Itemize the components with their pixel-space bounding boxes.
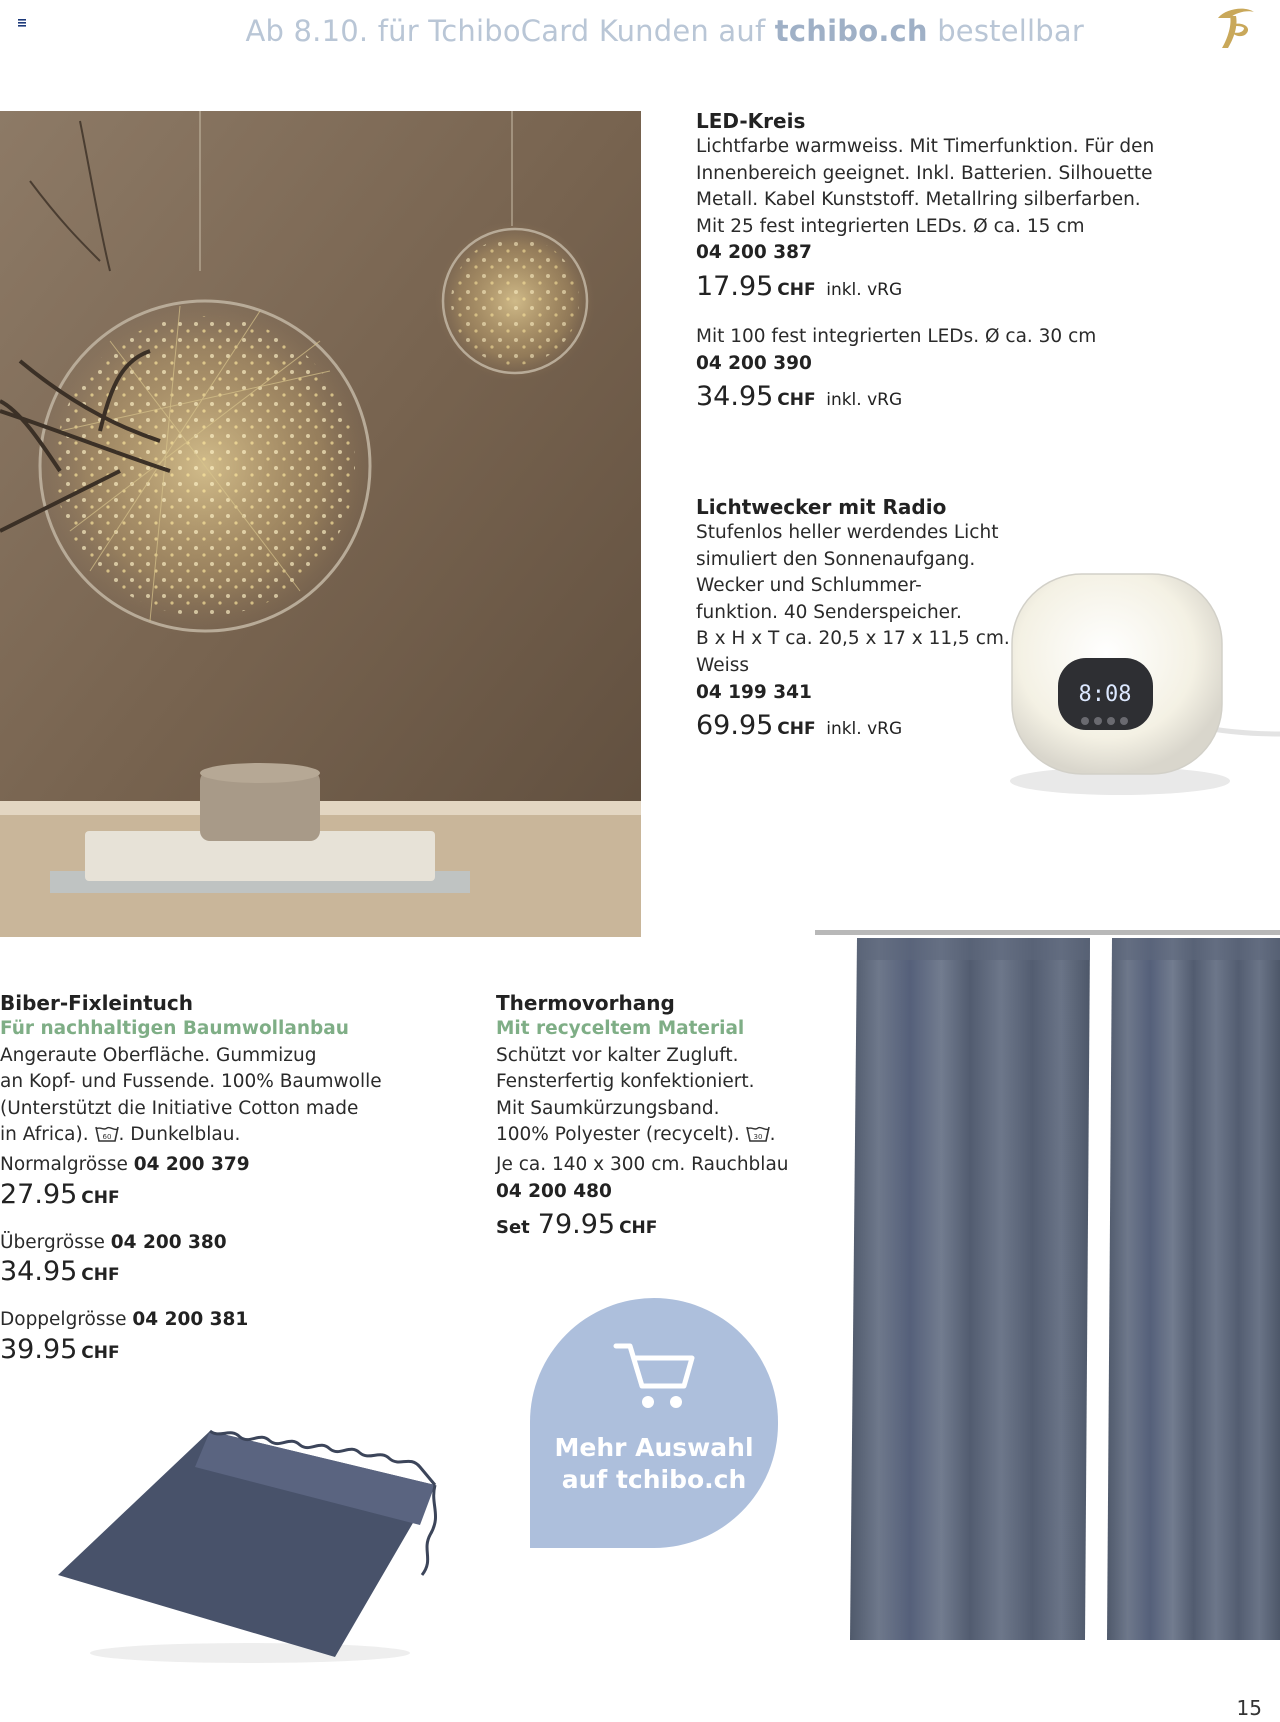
size-label: Doppelgrösse — [0, 1309, 127, 1331]
currency-label: CHF — [81, 1265, 120, 1286]
promo-line2: auf tchibo.ch — [561, 1465, 747, 1494]
tchibo-logo-icon[interactable] — [1208, 2, 1260, 54]
led-variant2-text: Mit 100 fest integrierten LEDs. Ø ca. 30 cm — [696, 325, 1097, 347]
curtain-title: Thermovorhang — [496, 991, 675, 1015]
banner-prefix: Ab 8.10. für TchiboCard Kunden auf — [245, 14, 775, 48]
wake-line: simuliert den Sonnenaufgang. — [696, 548, 976, 570]
currency-label: CHF — [81, 1342, 120, 1363]
clock-display — [1079, 682, 1132, 707]
wash-60-icon — [95, 1125, 119, 1152]
wake-article: 04 199 341 — [696, 681, 812, 703]
led-circle-section — [696, 108, 1196, 412]
curtain-line: Mit Saumkürzungsband. — [496, 1097, 720, 1119]
led-title: LED-Kreis — [696, 109, 806, 133]
curtain-subtitle: Mit recyceltem Material — [496, 1018, 745, 1039]
fitted-sheet-section — [0, 990, 420, 1365]
wake-line: Weiss — [696, 654, 750, 676]
led-circle-photo — [0, 111, 641, 937]
led-variant2-article: 04 200 390 — [696, 352, 812, 374]
sheet-line-wash — [0, 1122, 420, 1152]
sheet-size1 — [0, 1152, 420, 1179]
led-variant1-article: 04 200 387 — [696, 242, 812, 264]
size-article: 04 200 379 — [133, 1153, 250, 1175]
sheet-line: Angeraute Oberfläche. Gummizug — [0, 1044, 317, 1066]
sheet-price: 39.95 — [0, 1333, 78, 1365]
banner-domain[interactable]: tchibo.ch — [774, 14, 928, 48]
shopping-cart-icon — [612, 1340, 696, 1416]
banner-suffix: bestellbar — [927, 14, 1084, 48]
currency-label: CHF — [81, 1187, 120, 1208]
clock-time: 8:08 — [1078, 682, 1132, 707]
currency-label: CHF — [777, 390, 816, 411]
wake-price: 69.95 — [696, 710, 774, 742]
curtain-line4-post: . — [769, 1124, 776, 1146]
wake-price-row — [696, 710, 1026, 741]
sheet-line: (Unterstützt die Initiative Cotton made — [0, 1097, 359, 1119]
currency-label: CHF — [777, 719, 816, 740]
sheet-price: 27.95 — [0, 1178, 78, 1210]
curtain-line: Schützt vor kalter Zugluft. — [496, 1044, 739, 1066]
curtain-line4-pre: 100% Polyester (recycelt). — [496, 1124, 740, 1146]
more-selection-link[interactable] — [530, 1298, 778, 1548]
fitted-sheet-photo — [50, 1425, 450, 1665]
wake-up-light-section — [696, 494, 1026, 741]
led-variant2-price-row — [696, 381, 1196, 412]
svg-text:60: 60 — [102, 1133, 111, 1142]
sheet-subtitle: Für nachhaltigen Baumwollanbau — [0, 1018, 349, 1039]
sheet-price-row — [0, 1256, 420, 1287]
wake-line: funktion. 40 Senderspeicher. — [696, 601, 962, 623]
curtain-line: Fensterfertig konfektioniert. — [496, 1071, 755, 1093]
fee-label: inkl. vRG — [826, 390, 903, 411]
curtain-line-wash — [496, 1122, 826, 1152]
led-variant1-price: 17.95 — [696, 270, 774, 302]
wake-line: Stufenlos heller werdendes Licht — [696, 522, 999, 543]
sheet-price: 34.95 — [0, 1256, 78, 1288]
thermal-curtain-photo — [815, 930, 1280, 1650]
currency-label: CHF — [777, 279, 816, 300]
wash-30-icon — [746, 1125, 770, 1152]
curtain-price: 79.95 — [537, 1209, 616, 1241]
sheet-size3 — [0, 1307, 420, 1334]
sheet-line4-pre: in Africa). — [0, 1124, 89, 1146]
size-article: 04 200 380 — [110, 1231, 227, 1253]
fee-label: inkl. vRG — [826, 279, 903, 300]
wake-line: Wecker und Schlummer- — [696, 575, 922, 597]
wake-up-light-photo — [1000, 566, 1280, 806]
led-variant1-text: Mit 25 fest integrierten LEDs. Ø ca. 15 cm — [696, 215, 1085, 237]
sheet-size2 — [0, 1230, 420, 1257]
header-banner — [245, 14, 1084, 48]
sheet-price-row — [0, 1179, 420, 1210]
hamburger-menu-icon[interactable] — [18, 18, 28, 28]
curtain-line: Je ca. 140 x 300 cm. Rauchblau — [496, 1153, 789, 1175]
led-variant2-price: 34.95 — [696, 381, 774, 413]
sheet-title: Biber-Fixleintuch — [0, 991, 193, 1015]
set-label: Set — [496, 1217, 530, 1239]
wake-title: Lichtwecker mit Radio — [696, 495, 947, 519]
curtain-price-row — [496, 1209, 826, 1240]
sheet-line: an Kopf- und Fussende. 100% Baumwolle — [0, 1071, 382, 1093]
size-article: 04 200 381 — [132, 1309, 249, 1331]
wake-line: B x H x T ca. 20,5 x 17 x 11,5 cm. — [696, 628, 1010, 650]
svg-text:30: 30 — [753, 1133, 763, 1142]
fee-label: inkl. vRG — [826, 719, 903, 740]
thermal-curtain-section — [496, 990, 826, 1240]
curtain-article: 04 200 480 — [496, 1180, 612, 1202]
currency-label: CHF — [619, 1218, 658, 1239]
led-variant1-price-row — [696, 271, 1196, 302]
size-label: Normalgrösse — [0, 1153, 128, 1175]
promo-line1: Mehr Auswahl — [554, 1433, 754, 1462]
size-label: Übergrösse — [0, 1231, 105, 1253]
sheet-line4-post: . Dunkelblau. — [118, 1124, 241, 1146]
led-description: Lichtfarbe warmweiss. Mit Timerfunktion. Für den Innenbereich geeignet. Inkl. Batterien. Silhouette Metall. Kabel Kunststoff. Metallring silberfarben. — [696, 136, 1155, 211]
sheet-price-row — [0, 1334, 420, 1365]
page-number: 15 — [1236, 1696, 1262, 1720]
